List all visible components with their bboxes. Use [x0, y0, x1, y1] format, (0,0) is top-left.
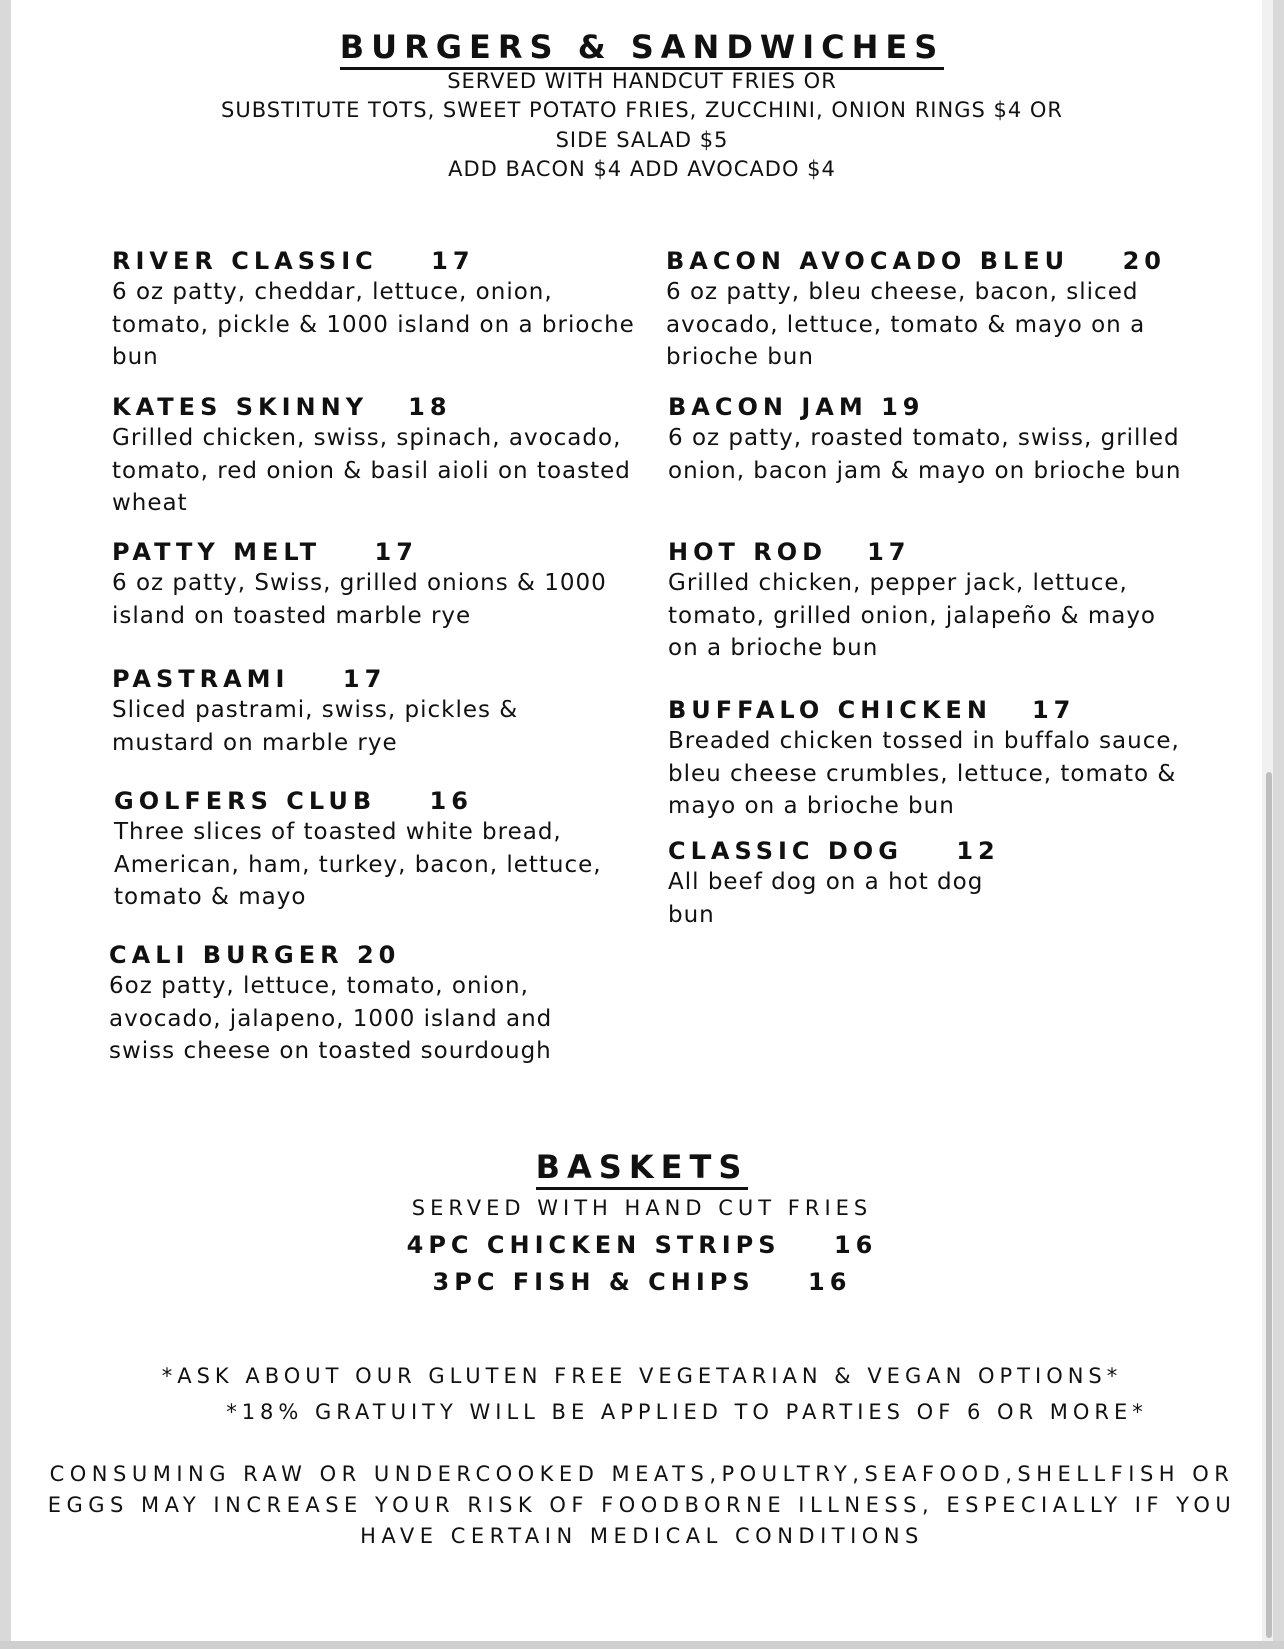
burgers-subtitle-3: SIDE SALAD $5 — [555, 128, 729, 152]
item-name: PASTRAMI 17 — [112, 665, 387, 693]
dietary-note: *ASK ABOUT OUR GLUTEN FREE VEGETARIAN & VEGAN OPTIONS* — [161, 1364, 1123, 1388]
burgers-subtitle-1: SERVED WITH HANDCUT FRIES OR — [447, 69, 837, 93]
item-description: Grilled chicken, swiss, spinach, avocado, tomato, red onion & basil aioli on toasted wheat — [112, 425, 631, 516]
item-name: GOLFERS CLUB 16 — [114, 787, 473, 815]
menu-item — [112, 537, 652, 632]
burgers-subtitle-2: SUBSTITUTE TOTS, SWEET POTATO FRIES, ZUCCHINI, ONION RINGS $4 OR — [221, 98, 1063, 122]
baskets-title: BASKETS — [11, 1148, 1273, 1186]
scrollbar-thumb[interactable] — [1266, 772, 1272, 1638]
gratuity-note: *18% GRATUITY WILL BE APPLIED TO PARTIES OF 6 OR MORE* — [226, 1400, 1148, 1424]
item-description: 6 oz patty, bleu cheese, bacon, sliced avocado, lettuce, tomato & mayo on a brioche bun — [666, 279, 1146, 370]
menu-item — [666, 246, 1211, 374]
item-name: KATES SKINNY 18 — [112, 393, 452, 421]
item-name: PATTY MELT 17 — [112, 538, 418, 566]
menu-item — [114, 786, 634, 914]
item-name: BACON AVOCADO BLEU 20 — [666, 247, 1166, 275]
menu-item — [668, 392, 1228, 487]
item-name: HOT ROD 17 — [668, 538, 911, 566]
item-name: RIVER CLASSIC 17 — [112, 247, 475, 275]
baskets-subtitle: SERVED WITH HAND CUT FRIES — [411, 1196, 873, 1220]
item-description: Grilled chicken, pepper jack, lettuce, tomato, grilled onion, jalapeño & mayo on a brioche bun — [668, 570, 1157, 661]
menu-item — [668, 537, 1188, 665]
item-name: BUFFALO CHICKEN 17 — [668, 696, 1076, 724]
menu-item — [109, 940, 609, 1068]
item-description: 6oz patty, lettuce, tomato, onion, avocado, jalapeno, 1000 island and swiss cheese on toasted sourdough — [109, 973, 553, 1064]
item-description: All beef dog on a hot dog bun — [668, 869, 984, 928]
item-description: 6 oz patty, Swiss, grilled onions & 1000 island on toasted marble rye — [112, 570, 607, 629]
menu-item — [668, 695, 1223, 823]
food-safety-warning: CONSUMING RAW OR UNDERCOOKED MEATS,POULTRY,SEAFOOD,SHELLFISH OR EGGS MAY INCREASE YOUR RISK OF FOODBORNE ILLNESS, ESPECIALLY IF YOU HAVE CERTAIN MEDICAL CONDITIONS — [47, 1462, 1237, 1548]
item-description: Breaded chicken tossed in buffalo sauce, bleu cheese crumbles, lettuce, tomato & mayo on a brioche bun — [668, 728, 1180, 819]
menu-item — [112, 392, 667, 520]
item-name: CLASSIC DOG 12 — [668, 837, 1000, 865]
menu-item — [112, 664, 572, 759]
item-name: BACON JAM 19 — [668, 393, 925, 421]
burgers-title: BURGERS & SANDWICHES — [11, 28, 1273, 66]
menu-item — [112, 246, 652, 374]
item-name: CALI BURGER 20 — [109, 941, 401, 969]
burgers-subtitle-4: ADD BACON $4 ADD AVOCADO $4 — [448, 157, 836, 181]
item-description: 6 oz patty, roasted tomato, swiss, grilled onion, bacon jam & mayo on brioche bun — [668, 425, 1182, 484]
bottom-edge — [0, 1641, 1284, 1649]
item-description: Three slices of toasted white bread, American, ham, turkey, bacon, lettuce, tomato & mayo — [114, 819, 602, 910]
menu-item — [668, 836, 1008, 931]
basket-item: 3PC FISH & CHIPS 16 — [432, 1268, 852, 1296]
basket-item: 4PC CHICKEN STRIPS 16 — [406, 1231, 878, 1259]
menu-page — [11, 0, 1273, 1641]
item-description: Sliced pastrami, swiss, pickles & mustard on marble rye — [112, 697, 519, 756]
item-description: 6 oz patty, cheddar, lettuce, onion, tomato, pickle & 1000 island on a brioche bun — [112, 279, 635, 370]
